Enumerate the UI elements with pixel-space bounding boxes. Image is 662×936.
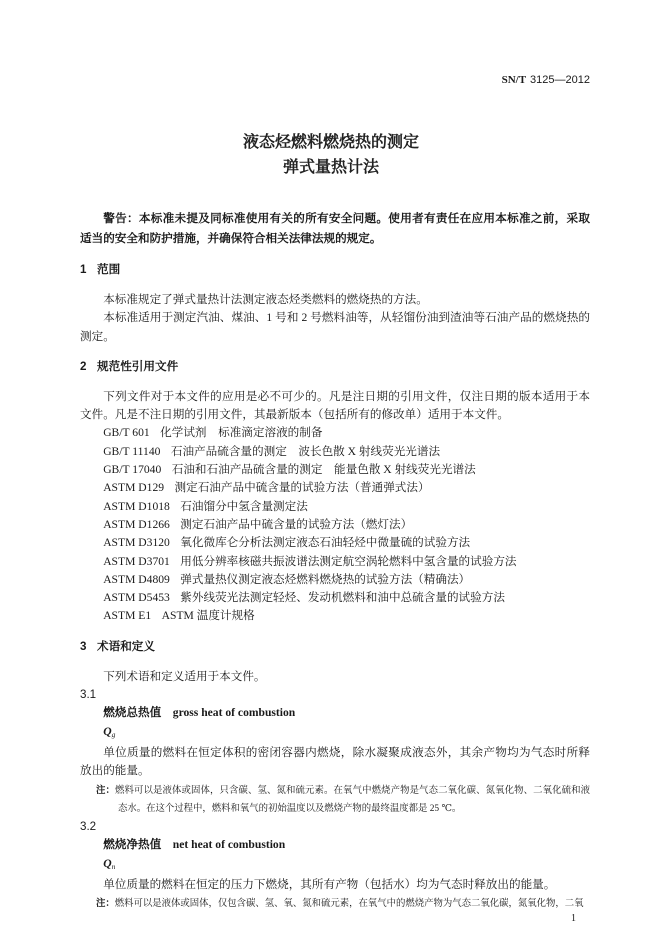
section-heading bbox=[80, 637, 590, 657]
section-title: 规范性引用文件 bbox=[97, 359, 179, 373]
reference-title: 紫外线荧光法测定轻烃、发动机燃料和油中总硫含量的试验方法 bbox=[180, 591, 505, 605]
standard-prefix: SN/T bbox=[501, 74, 527, 86]
term-definition: 单位质量的燃料在恒定的压力下燃烧，其所有产物（包括水）均为气态时释放出的能量。 bbox=[103, 878, 556, 892]
reference-code: GB/T 601 bbox=[103, 426, 150, 440]
reference-code: ASTM D129 bbox=[103, 481, 165, 495]
term-symbol-letter: Q bbox=[103, 724, 112, 738]
term-note bbox=[96, 894, 590, 913]
note-label: 注： bbox=[96, 783, 116, 795]
reference-item bbox=[80, 607, 590, 625]
reference-title: 弹式量热仪测定液态烃燃料燃烧热的试验方法（精确法） bbox=[180, 572, 471, 586]
term-symbol bbox=[80, 723, 590, 744]
paragraph: 本标准适用于测定汽油、煤油、1 号和 2 号燃料油等，从轻馏份油到渣油等石油产品的燃烧热的测定。 bbox=[80, 311, 590, 343]
reference-title: 化学试剂 标准滴定溶液的制备 bbox=[160, 426, 323, 440]
standard-number-header bbox=[502, 73, 590, 87]
section-title: 范围 bbox=[97, 263, 121, 276]
section-title: 术语和定义 bbox=[97, 639, 155, 653]
term-name-cn: 燃烧净热值 bbox=[103, 838, 162, 852]
reference-code: ASTM D1266 bbox=[103, 517, 170, 531]
reference-code: ASTM D3120 bbox=[103, 536, 170, 550]
reference-title: 石油产品硫含量的测定 波长色散 X 射线荧光光谱法 bbox=[170, 444, 441, 458]
note-text: 燃料可以是液体或固体，仅包含碳、氢、氧、氮和硫元素，在氧气中的燃烧产物为气态二氧化碳，氮氧化物，二氧 bbox=[114, 899, 584, 910]
warning-paragraph: 警告：本标准未提及同标准使用有关的所有安全问题。使用者有责任在应用本标准之前，采取适当的安全和防护措施，并确保符合相关法律法规的规定。 bbox=[80, 212, 590, 245]
reference-title: ASTM 温度计规格 bbox=[161, 609, 255, 623]
reference-code: ASTM D5453 bbox=[103, 591, 170, 605]
paragraph: 下列术语和定义适用于本文件。 bbox=[103, 669, 266, 683]
title-sub: 弹式量热计法 bbox=[282, 159, 379, 176]
reference-item bbox=[80, 479, 590, 497]
term-symbol-letter: Q bbox=[103, 856, 112, 870]
section-scope bbox=[80, 260, 590, 346]
term-name bbox=[80, 836, 590, 854]
reference-item bbox=[80, 516, 590, 534]
term-symbol bbox=[80, 855, 590, 876]
reference-title: 石油馏分中氢含量测定法 bbox=[180, 499, 308, 513]
section-normative-references bbox=[80, 357, 590, 626]
standard-code: 3125—2012 bbox=[530, 74, 590, 86]
reference-code: GB/T 11140 bbox=[103, 444, 161, 458]
reference-item bbox=[80, 498, 590, 516]
reference-item bbox=[80, 424, 590, 442]
note-label: 注： bbox=[96, 897, 115, 909]
section-number: 1 bbox=[80, 263, 87, 276]
document-body bbox=[80, 209, 590, 914]
reference-title: 测定石油产品中硫含量的试验方法（燃灯法） bbox=[180, 517, 413, 531]
term-name-en: gross heat of combustion bbox=[172, 706, 296, 720]
reference-title: 测定石油产品中硫含量的试验方法（普通弹式法） bbox=[174, 481, 430, 495]
section-heading bbox=[80, 260, 590, 280]
section-terms-and-definitions bbox=[80, 637, 590, 914]
term-name bbox=[80, 704, 590, 722]
reference-item bbox=[80, 461, 590, 479]
term-symbol-subscript: g bbox=[111, 729, 116, 739]
section-number: 3 bbox=[80, 639, 87, 653]
reference-item bbox=[80, 534, 590, 552]
note-text: 燃料可以是液体或固体，只含碳、氢、氮和硫元素。在氧气中燃烧产物是气态二氧化碳、氮氧化物、二氧化硫和液态水。在这个过程中，燃料和氧气的初始温度以及燃烧产物的最终温度都是 25 ℃。 bbox=[115, 785, 590, 814]
reference-code: ASTM D1018 bbox=[103, 499, 170, 513]
paragraph: 下列文件对于本文件的应用是必不可少的。凡是注日期的引用文件，仅注日期的版本适用于本文件。凡是不注日期的引用文件，其最新版本（包括所有的修改单）适用于本文件。 bbox=[80, 389, 590, 422]
reference-list bbox=[80, 424, 590, 625]
term-name-en: net heat of combustion bbox=[172, 838, 286, 852]
reference-code: GB/T 17040 bbox=[103, 463, 162, 477]
reference-code: ASTM E1 bbox=[103, 609, 152, 623]
reference-item bbox=[80, 589, 590, 607]
term-entry bbox=[80, 686, 590, 818]
term-number: 3.1 bbox=[80, 688, 97, 702]
reference-item bbox=[80, 553, 590, 571]
reference-item bbox=[80, 443, 590, 461]
term-number: 3.2 bbox=[80, 820, 97, 834]
reference-code: ASTM D3701 bbox=[103, 554, 170, 568]
reference-code: ASTM D4809 bbox=[103, 572, 170, 586]
term-note bbox=[96, 781, 590, 819]
term-entry bbox=[80, 818, 590, 913]
document-title bbox=[0, 130, 662, 180]
section-number: 2 bbox=[80, 359, 87, 373]
section-heading bbox=[80, 357, 590, 377]
reference-item bbox=[80, 571, 590, 589]
term-definition: 单位质量的燃料在恒定体积的密闭容器内燃烧，除水凝聚成液态外，其余产物均为气态时所释放出的能量。 bbox=[80, 745, 590, 778]
reference-title: 氧化微库仑分析法测定液态石油轻烃中微量硫的试验方法 bbox=[180, 536, 471, 550]
reference-title: 石油和石油产品硫含量的测定 能量色散 X 射线荧光光谱法 bbox=[171, 463, 476, 477]
term-symbol-subscript: n bbox=[111, 861, 116, 871]
reference-title: 用低分辨率核磁共振波谱法测定航空涡轮燃料中氢含量的试验方法 bbox=[180, 554, 517, 568]
title-main: 液态烃燃料燃烧热的测定 bbox=[242, 134, 419, 151]
page-number: 1 bbox=[571, 913, 576, 924]
term-name-cn: 燃烧总热值 bbox=[103, 706, 162, 720]
paragraph: 本标准规定了弹式量热计法测定液态烃类燃料的燃烧热的方法。 bbox=[103, 293, 428, 306]
